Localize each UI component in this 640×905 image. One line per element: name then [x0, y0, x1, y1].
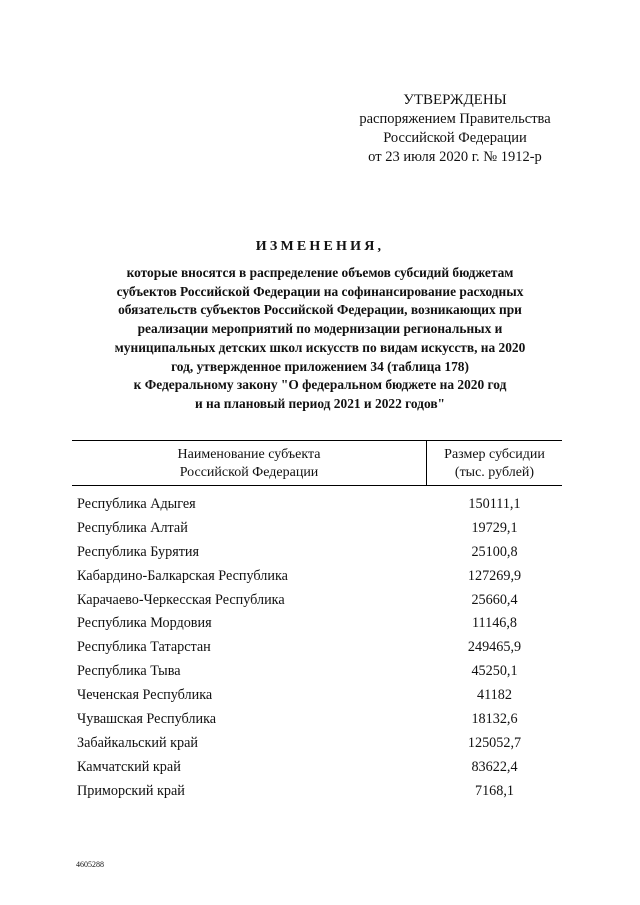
subject-name: Республика Адыгея: [77, 496, 196, 512]
document-title: ИЗМЕНЕНИЯ,: [255, 239, 385, 254]
column-header-subsidy-line: (тыс. рублей): [454, 464, 535, 480]
table-body: [0, 496, 640, 807]
subject-name: Карачаево-Черкесская Республика: [77, 591, 285, 608]
subtitle-line: которые вносятся в распределение объемов субсидий бюджетам: [126, 265, 514, 280]
table-row: [0, 711, 640, 735]
table-row: [0, 663, 640, 687]
column-header-subsidy-line: Размер субсидии: [444, 447, 545, 462]
subtitle-line: обязательств субъектов Российской Федерации, возникающих при: [118, 302, 522, 318]
approval-line-3: от 23 июля 2020 г. № 1912-р: [368, 149, 542, 165]
table-row: [0, 639, 640, 663]
subject-name: Республика Тыва: [77, 663, 181, 680]
subject-name: Чувашская Республика: [77, 711, 217, 728]
subsidy-value: 7168,1: [474, 782, 514, 799]
subject-name: Республика Бурятия: [77, 543, 200, 560]
table-row: [0, 544, 640, 568]
table-row: [0, 759, 640, 783]
approval-line-2: Российской Федерации: [383, 130, 527, 146]
table-row: [0, 520, 640, 544]
approval-heading: УТВЕРЖДЕНЫ: [403, 92, 507, 108]
subtitle-line: и на плановый период 2021 и 2022 годов": [194, 395, 445, 411]
document-code: 4605288: [76, 860, 104, 869]
subsidy-value: 41182: [477, 687, 512, 704]
column-header-subject-line: Наименование субъекта: [177, 447, 321, 462]
table-row: [0, 592, 640, 616]
table-row: [0, 687, 640, 711]
subsidy-value: 45250,1: [471, 663, 518, 680]
subsidy-value: 249465,9: [467, 639, 522, 656]
subtitle-line: реализации мероприятий по модернизации региональных и: [137, 321, 503, 337]
column-header-subsidy: [427, 446, 562, 481]
subtitle-line: год, утвержденное приложением 34 (таблица 178): [171, 358, 469, 374]
subsidy-value: 19729,1: [471, 519, 518, 536]
subtitle-line: муниципальных детских школ искусств по видам искусств, на 2020: [114, 339, 526, 355]
subject-name: Республика Татарстан: [77, 639, 211, 656]
approval-line-1: распоряжением Правительства: [359, 111, 551, 127]
subtitle-line: субъектов Российской Федерации на софинансирование расходных: [116, 283, 524, 299]
subject-name: Камчатский край: [77, 758, 181, 775]
subsidy-value: 11146,8: [471, 615, 518, 632]
table-row: [0, 496, 640, 520]
table-row: [0, 568, 640, 592]
subsidy-value: 25660,4: [471, 591, 518, 608]
subsidy-value: 127269,9: [467, 567, 522, 584]
subsidy-value: 125052,7: [467, 734, 522, 751]
column-header-subject-line: Российской Федерации: [179, 464, 319, 480]
subtitle-line: к Федеральному закону "О федеральном бюджете на 2020 год: [133, 377, 507, 393]
table-row: [0, 783, 640, 807]
subsidy-value: 83622,4: [471, 758, 518, 775]
subsidy-value: 150111,1: [468, 496, 521, 512]
table-row: [0, 615, 640, 639]
subject-name: Забайкальский край: [77, 734, 198, 751]
subject-name: Республика Мордовия: [77, 615, 212, 632]
subsidy-value: 18132,6: [471, 711, 518, 728]
table-header: [72, 440, 562, 486]
subsidy-value: 25100,8: [471, 543, 518, 560]
table-row: [0, 735, 640, 759]
document-subtitle: [70, 264, 570, 414]
column-header-subject: [72, 446, 426, 481]
subject-name: Приморский край: [77, 782, 185, 799]
subject-name: Чеченская Республика: [77, 687, 213, 704]
approval-block: [340, 91, 570, 167]
subject-name: Кабардино-Балкарская Республика: [77, 567, 288, 584]
subject-name: Республика Алтай: [77, 519, 188, 536]
